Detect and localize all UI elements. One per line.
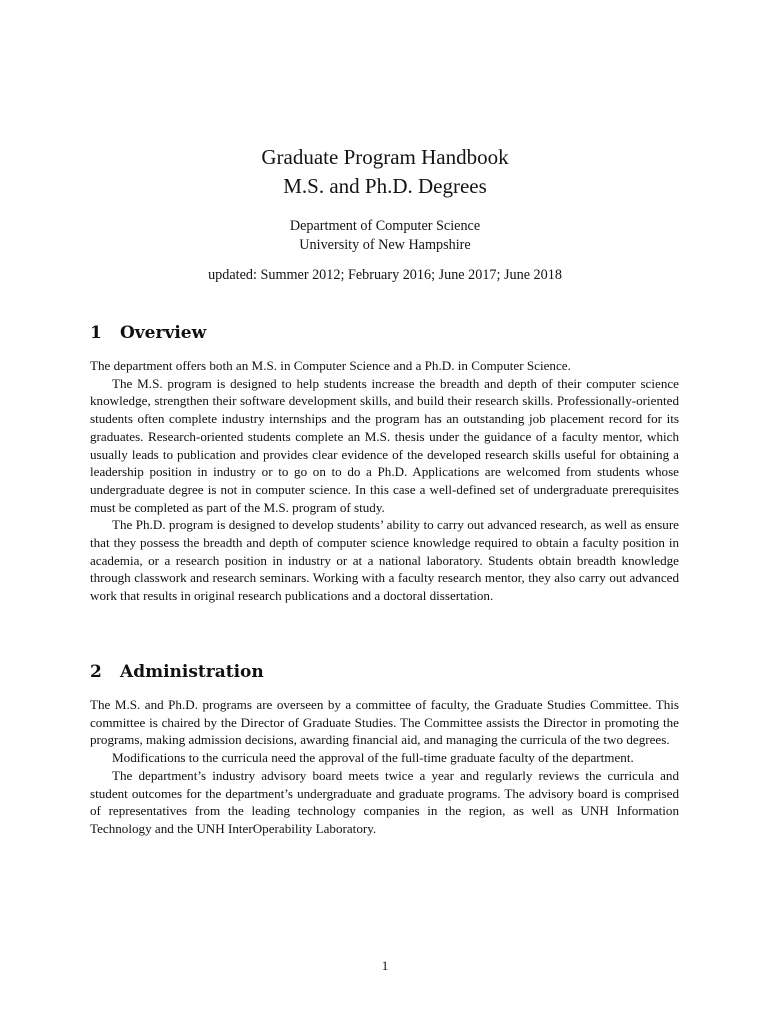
handbook-title: Graduate Program Handbook: [261, 145, 509, 169]
administration-body: [90, 696, 679, 838]
paragraph: Modifications to the curricula need the approval of the full-time graduate faculty of the department.: [112, 750, 634, 766]
section-title: Administration: [120, 662, 264, 682]
section-number: 2: [90, 662, 102, 682]
section-heading-administration: [90, 662, 264, 682]
section-number: 1: [90, 323, 102, 343]
updated-block: [0, 266, 770, 285]
title-block: [0, 143, 770, 201]
overview-body: [90, 357, 679, 605]
updated-dates: updated: Summer 2012; February 2016; June 2017; June 2018: [208, 267, 562, 283]
paragraph: The M.S. program is designed to help students increase the breadth and depth of their computer science knowledge, strengthen their software development skills, and build their research skills. Professionally-oriented students often complete industry internships and the program has an outstanding job placement record for its graduates. Research-oriented students complete an M.S. thesis under the guidance of a faculty mentor, which usually leads to publication and provides clear evidence of the developed research skills useful for obtaining a leadership position in industry or to go on to do a Ph.D. Applications are welcomed from students whose undergraduate degree is not in computer science. In this case a well-defined set of undergraduate prerequisites must be completed as part of the M.S. program of study.: [90, 375, 679, 515]
degrees-subtitle: M.S. and Ph.D. Degrees: [283, 174, 487, 198]
university-name: University of New Hampshire: [299, 237, 471, 253]
paragraph: The M.S. and Ph.D. programs are overseen by a committee of faculty, the Graduate Studies Committee. This committee is chaired by the Director of Graduate Studies. The Committee assists the Director in promoting the programs, making admission decisions, awarding financial aid, and managing the curricula of the two degrees.: [90, 697, 679, 748]
affiliation-block: [0, 217, 770, 255]
paragraph: The department’s industry advisory board meets twice a year and regularly reviews the curricula and student outcomes for the department’s undergraduate and graduate programs. The advisory board is comprised of representatives from the leading technology companies in the region, as well as UNH Information Technology and the UNH InterOperability Laboratory.: [90, 767, 679, 836]
page-number: 1: [381, 958, 389, 973]
department-name: Department of Computer Science: [289, 218, 481, 234]
section-heading-overview: [90, 323, 206, 343]
section-title: Overview: [120, 323, 207, 343]
paragraph: The department offers both an M.S. in Computer Science and a Ph.D. in Computer Science.: [90, 358, 571, 373]
paragraph: The Ph.D. program is designed to develop students’ ability to carry out advanced research, as well as ensure that they possess the breadth and depth of computer science knowledge required to obtain a faculty position in academia, or a research position in industry or at a national laboratory. Students obtain breadth knowledge through classwork and research seminars. Working with a faculty research mentor, they also carry out advanced work that results in original research publications and a doctoral dissertation.: [90, 517, 679, 604]
